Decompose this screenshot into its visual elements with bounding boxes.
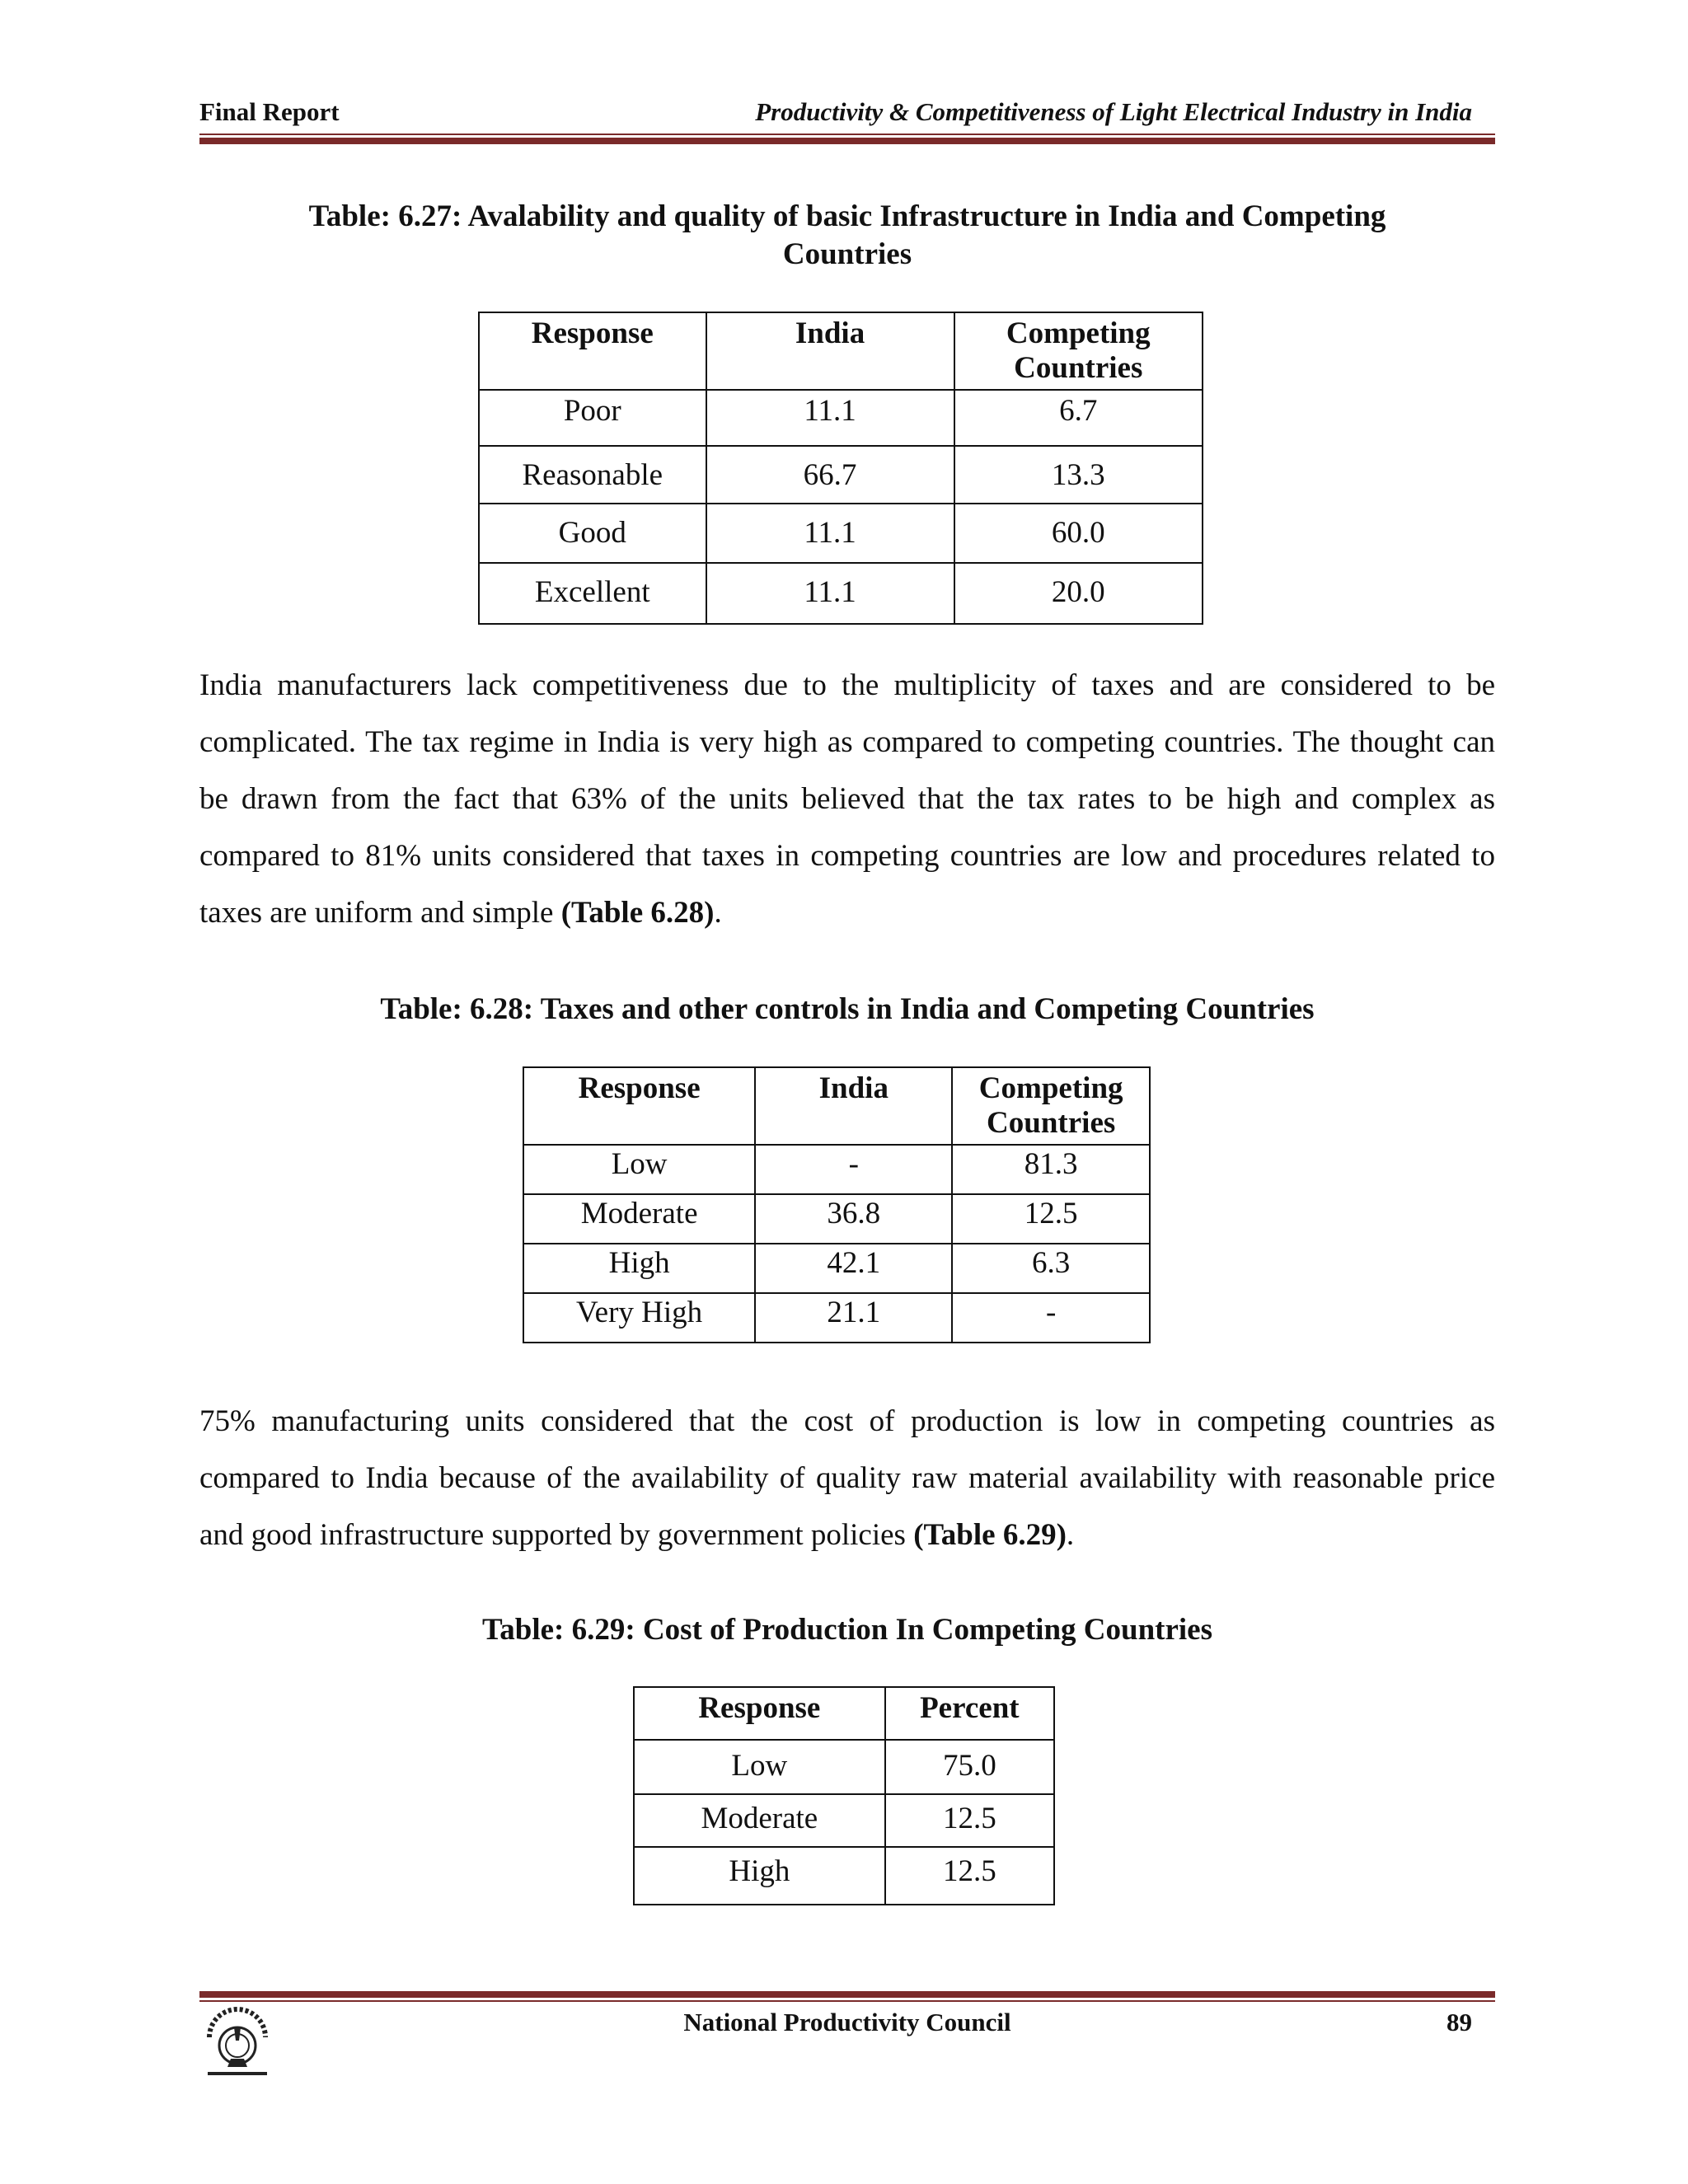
- header-cell-competing: Competing Countries: [954, 312, 1203, 390]
- table-cell: 42.1: [755, 1244, 952, 1293]
- table-cell: High: [634, 1847, 885, 1905]
- table-header-row: [479, 312, 1203, 390]
- table-628-caption: Table: 6.28: Taxes and other controls in India and Competing Countries: [380, 992, 1315, 1026]
- table-cell: 20.0: [954, 563, 1203, 624]
- header-document-title: Productivity & Competitiveness of Light Electrical Industry in India: [755, 97, 1472, 126]
- table-cell: 11.1: [706, 563, 954, 624]
- table-628: [523, 1066, 1151, 1343]
- body-paragraph-1: [199, 657, 1495, 941]
- table-row: [523, 1194, 1150, 1244]
- paragraph-text: India manufacturers lack competitiveness due to the multiplicity of taxes and are considered to be complicated. The tax regime in India is very high as compared to competing countries. The thought can be drawn from the fact that 63% of the units believed that the tax rates to be high and complex as compared to 81% units considered that taxes in competing countries are low and procedures related to taxes are uniform and simple: [199, 668, 1495, 930]
- table-cell: High: [523, 1244, 755, 1293]
- table-cell: Moderate: [634, 1794, 885, 1847]
- footer-organization: National Productivity Council: [683, 2008, 1011, 2036]
- table-row: [523, 1145, 1150, 1194]
- table-cell: Excellent: [479, 563, 706, 624]
- paragraph-text: 75% manufacturing units considered that the cost of production is low in competing countries as compared to India because of the availability of quality raw material availability with reasonable price and good infrastructure supported by government policies: [199, 1404, 1495, 1552]
- table-row: [479, 446, 1203, 504]
- table-header-row: [523, 1067, 1150, 1145]
- table-cell: -: [952, 1293, 1150, 1343]
- table-row: [479, 563, 1203, 624]
- header-rule-thin: [199, 134, 1495, 135]
- footer-rule-thick: [199, 1991, 1495, 1998]
- table-cell: 60.0: [954, 504, 1203, 563]
- table-header-row: [634, 1687, 1054, 1740]
- table-cell: 13.3: [954, 446, 1203, 504]
- table-cell: 75.0: [885, 1740, 1054, 1794]
- table-cell: 12.5: [885, 1847, 1054, 1905]
- table-row: [479, 390, 1203, 446]
- table-reference: (Table 6.29): [913, 1518, 1067, 1552]
- table-cell: Low: [634, 1740, 885, 1794]
- table-629-caption: Table: 6.29: Cost of Production In Competing Countries: [482, 1613, 1212, 1647]
- table-row: [523, 1293, 1150, 1343]
- header-rule-thick: [199, 138, 1495, 144]
- header-cell-response: Response: [523, 1067, 755, 1145]
- table-row: [634, 1794, 1054, 1847]
- table-cell: Poor: [479, 390, 706, 446]
- table-cell: Moderate: [523, 1194, 755, 1244]
- table-cell: Reasonable: [479, 446, 706, 504]
- header-cell-response: Response: [634, 1687, 885, 1740]
- page-number: 89: [1447, 2008, 1472, 2036]
- body-paragraph-2: [199, 1393, 1495, 1563]
- paragraph-end: .: [1066, 1518, 1075, 1552]
- table-627-caption: [241, 198, 1454, 274]
- table-cell: 12.5: [952, 1194, 1150, 1244]
- table-cell: 66.7: [706, 446, 954, 504]
- table-cell: 6.3: [952, 1244, 1150, 1293]
- table-cell: 6.7: [954, 390, 1203, 446]
- header-report-title: Final Report: [199, 97, 340, 126]
- table-627-caption-line1: Table: 6.27: Avalability and quality of basic Infrastructure in India and Competing: [308, 199, 1386, 233]
- header-cell-percent: Percent: [885, 1687, 1054, 1740]
- table-cell: Good: [479, 504, 706, 563]
- table-cell: 11.1: [706, 504, 954, 563]
- table-row: [479, 504, 1203, 563]
- table-cell: 81.3: [952, 1145, 1150, 1194]
- header-cell-india: India: [755, 1067, 952, 1145]
- table-627: [478, 312, 1203, 625]
- table-row: [634, 1847, 1054, 1905]
- header-cell-india: India: [706, 312, 954, 390]
- table-627-caption-line2: Countries: [782, 237, 912, 271]
- paragraph-end: .: [714, 896, 722, 930]
- table-cell: -: [755, 1145, 952, 1194]
- header-cell-response: Response: [479, 312, 706, 390]
- footer-rule-thin: [199, 2000, 1495, 2002]
- table-row: [634, 1740, 1054, 1794]
- page-header: [199, 97, 1495, 130]
- table-cell: 21.1: [755, 1293, 952, 1343]
- table-cell: Low: [523, 1145, 755, 1194]
- table-cell: Very High: [523, 1293, 755, 1343]
- table-reference: (Table 6.28): [560, 896, 715, 930]
- table-row: [523, 1244, 1150, 1293]
- table-cell: 36.8: [755, 1194, 952, 1244]
- table-cell: 12.5: [885, 1794, 1054, 1847]
- header-cell-competing: Competing Countries: [952, 1067, 1150, 1145]
- table-cell: 11.1: [706, 390, 954, 446]
- table-629: [633, 1686, 1055, 1905]
